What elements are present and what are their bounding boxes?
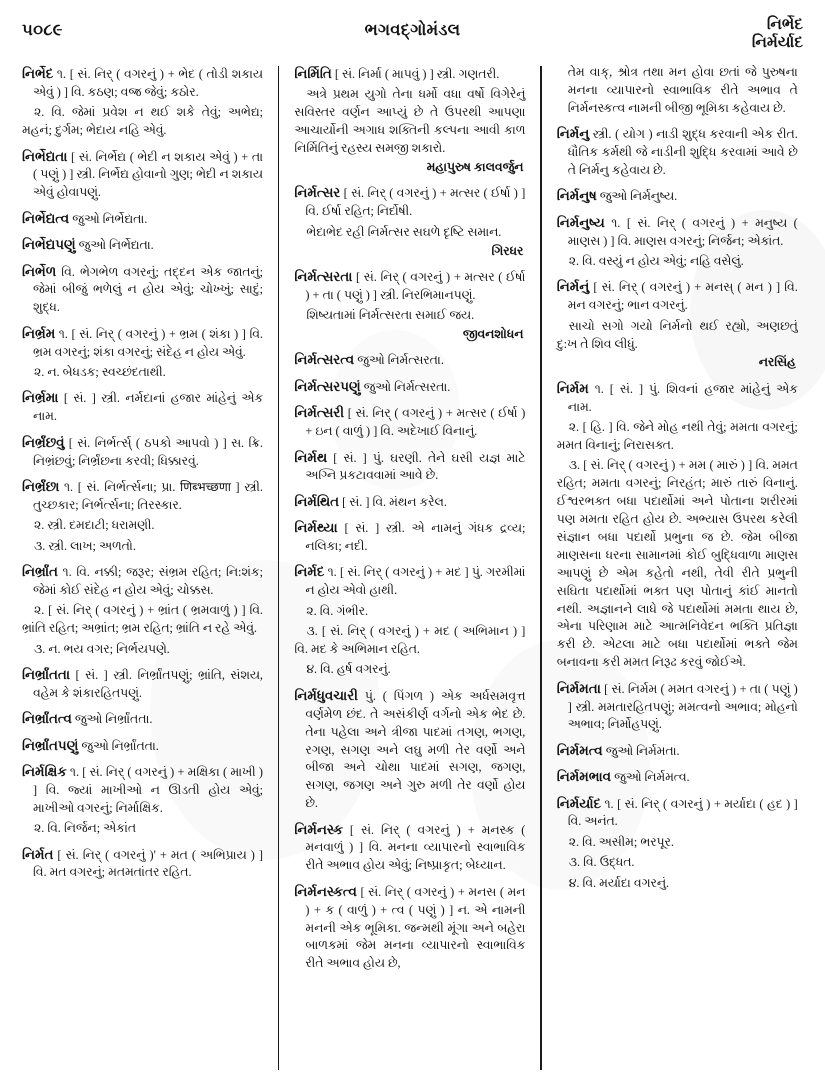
headword: નિર્મત્સરતા [294, 268, 353, 284]
entry-headword-line [557, 679, 798, 735]
entry-headword-line [557, 213, 798, 251]
dictionary-entry [22, 262, 263, 318]
entry-definition: જુઓ નિર્ભેદ્યતા. [69, 211, 148, 226]
dictionary-entry [294, 820, 525, 876]
dictionary-entry [557, 186, 798, 206]
headword: નિર્મનસ્ક [294, 821, 343, 837]
headword: નિર્મથ [294, 449, 328, 465]
dictionary-entry [557, 767, 798, 787]
headword: નિર્મનસ્કત્વ [294, 883, 357, 899]
entry-headword-line [557, 379, 798, 417]
headword: નિર્ભ્રંછવું [22, 434, 65, 450]
entry-definition: જુઓ નિર્ભ્રાંતતા. [78, 738, 159, 753]
entry-sense: ૨. વિ. અસીમ; ભરપૂર. [568, 834, 674, 849]
dictionary-entry [294, 403, 525, 441]
headword: નિર્મમતા [556, 680, 601, 696]
entry-sense: ૩. વિ. ઉદ્ધત. [568, 855, 635, 870]
headword: નિર્મર્યાદ [556, 795, 601, 811]
entry-headword-line [294, 492, 525, 512]
dictionary-entry [557, 213, 798, 271]
entry-definition: [ સં. નિર્ ( વગરનું ) + મત્સર ( ઈર્ષા ) + ઇન ( વાળું ) ] વિ. અદેખાઈ વિનાનું. [305, 406, 526, 439]
entry-headword-line [294, 403, 525, 441]
headword: નિર્ભેળ [22, 263, 57, 279]
headword: નિર્મત્સરપણું [294, 378, 361, 394]
entry-headword-line [22, 147, 263, 203]
entry-definition: ૧. [ સં. ] પું. શિવનાં હજાર માંહેનું એક નામ. [567, 381, 798, 414]
entry-sense: ૨. ન. બેધડક; સ્વચ્છંદતાથી. [34, 364, 166, 379]
headword: નિર્મત્સરી [294, 405, 345, 421]
entry-definition: ૧. [ સં. નિર્ ( વગરનું ) + મદ ] પું. ગરમીમાં ન હોય એવો હાથી. [305, 565, 526, 598]
entry-definition: જુઓ નિર્ભ્રાંતતા. [71, 712, 153, 727]
entry-headword-line [294, 350, 525, 370]
headword: નિર્ભેદ્યત્વ [22, 210, 70, 226]
headword: નિર્મત્સર [294, 185, 341, 201]
book-title: ભગવદ્ગોમંડલ [364, 20, 461, 39]
entry-sense: ૪. વિ. મર્યાદા વગરનું. [568, 875, 670, 890]
entry-headword-line [22, 324, 263, 362]
entry-definition: વિ. ભેગભેળ વગરનું; તદ્દન એક જાતનું; જેમાં બીજું ભળેલું ન હોય એવું; ચોખ્ખું; સાદું; શુદ્ધ. [33, 264, 263, 315]
entry-headword-line [294, 518, 525, 556]
entry-headword-line [294, 882, 525, 973]
entry-headword-line [294, 183, 525, 221]
headword: નિર્ભ્રાંતતા [22, 666, 71, 682]
dictionary-entry [294, 518, 525, 556]
entry-headword-line [22, 477, 263, 515]
entry-headword-line [294, 377, 525, 397]
entry-sense: ૩. [ સં. નિર્ ( વગરનું ) + મદ ( અભિમાન ) ] વિ. મદ કે અભિમાન રહિત. [294, 624, 526, 657]
entry-headword-line [557, 741, 798, 761]
entry-headword-line [22, 562, 263, 600]
dictionary-entry [294, 64, 525, 177]
entry-definition: [ સં. નિર્ ( વગરનું ) + મત્સર ( ઈર્ષા ) + તા ( પણું ) ] સ્ત્રી. નિરભિમાનપણું. [305, 269, 526, 302]
entry-headword-line [294, 64, 525, 84]
quotation-source: નરસિંહ [758, 355, 796, 370]
entry-headword-line [557, 277, 798, 315]
dictionary-entry [22, 562, 263, 658]
entry-headword-line [22, 64, 263, 102]
entry-headword-line [294, 448, 525, 486]
dictionary-entry [22, 665, 263, 703]
page-number: ૫૦૮૯ [22, 20, 63, 39]
dictionary-entry [22, 209, 263, 229]
entry-sense: ૪. વિ. હર્ષ વગરનું. [306, 662, 391, 677]
headword: નિર્મમત્વ [556, 742, 603, 758]
headword: નિર્મક્ષિક [22, 764, 67, 779]
headword: નિર્ભ્રમા [22, 390, 59, 406]
dictionary-entry [22, 709, 263, 729]
headword: નિર્મનું [556, 279, 590, 295]
dictionary-entry [22, 64, 263, 140]
entry-headword-line [294, 820, 525, 876]
entry-sense: ૨. સ્ત્રી. દમદાટી; ધરામણી. [34, 518, 155, 533]
entry-sense: ૨. [ હિ. ] વિ. જેને મોહ નથી તેવું; મમતા વગરનું; મમત વિનાનું; નિરાસક્ત. [556, 420, 798, 453]
entry-headword-line [22, 388, 263, 426]
entry-definition: ૧. [ સં. નિર્ ( વગરનું ) + ભ્રમ ( શંકા ) ] વિ. ભ્રમ વગરનું; શંકા વગરનું; સંદેહ ન હોય એવું. [33, 326, 263, 359]
entry-definition: ૧. [ સં. નિર્ ( વગરનું ) + મનુષ્ય ( માણસ ) ] વિ. માણસ વગરનું; નિર્જન; એકાંત. [567, 215, 798, 248]
headword: નિર્મદ [294, 564, 325, 580]
quotation-source: ગિરધર [491, 243, 524, 258]
entry-definition: સ્ત્રી. ( યોગ ) નાડી શુદ્ધ કરવાની એક રીત. ધૌતિક કર્મથી જે નાડીની શુદ્ધિ કરવામાં આવે છે તે નિર્મનુ કહેવાય છે. [567, 127, 798, 177]
entry-definition: જુઓ નિર્મત્સરતા. [354, 353, 444, 368]
entry-sense: ૨. વિ. જેમાં પ્રવેશ ન થઈ શકે તેવું; અભેદ્ય; મહનં; દુર્ગમ; ભેદાય નહિ એવું. [22, 105, 263, 138]
entry-definition: ૧. [ સં. નિર્ ( વગરનું ) + ભેદ ( તોડી શકાય એવું ) ] વિ. કઠણ; વજ્ર જેવું; કઠોર. [33, 67, 263, 99]
headword: નિર્મત [22, 846, 54, 862]
entry-headword-line [22, 433, 263, 471]
entry-headword-line [294, 562, 525, 600]
headword: નિર્ભેદ્યતા [22, 148, 68, 164]
entry-definition: [ સં. ] સ્ત્રી. નર્મદાનાં હજાર માંહેનું એક નામ. [33, 391, 263, 424]
dictionary-entry [557, 679, 798, 735]
entry-definition: જુઓ નિર્મમત્વ. [611, 770, 690, 785]
column-container [22, 64, 803, 1076]
dictionary-entry [294, 267, 525, 344]
entry-quotation: શિષ્યતામાં નિર્મત્સરતા સમાઈ જય. [306, 308, 475, 323]
headword: નિર્મધુવચારી [294, 687, 358, 703]
guide-word-last: નિર્મર્યાદ [751, 34, 803, 52]
entry-sense: ૩. સ્ત્રી. લાખ; અળતો. [34, 538, 136, 553]
running-head [22, 16, 803, 62]
entry-quotation: સાચો સગો ગયો નિર્મનો થઈ રહ્યો, અણછતું દુ:ખ તે શિવ લીધું. [556, 318, 798, 351]
entry-definition: [ સં. નિર્ ( વગરનું ) + મનસ ( મન ) + ક ( વાળું ) + ત્વ ( પણું ) ] ન. એ નામની મનની એક ભૂમિકા. જન્મથી મૂંગા અને બહેરા બાળકમાં જેમ મનના વ્યાપારનો સ્વાભાવિક રીતે અભાવ હોય છે, [305, 884, 526, 971]
headword: નિર્ભ્રંછા [22, 478, 60, 494]
dictionary-entry [294, 448, 525, 486]
dictionary-entry [22, 147, 263, 203]
entry-headword-line [22, 262, 263, 318]
entry-definition: ૧. [ સં. નિર્ભર્ત્સના; પ્રા. णिब्भच्छणा ] સ્ત્રી. તુચ્છકાર; નિર્ભર્ત્સના; તિરસ્કાર. [33, 479, 263, 512]
entry-definition: [ સં. નિર્ ( વગરનું ) + મનસ્ક ( મનવાળું ) ] વિ. મનના વ્યાપારનો સ્વાભાવિક રીતે અભાવ હોય એવું; નિષ્પ્રાકૃત; બેધ્યાન. [305, 822, 526, 873]
entry-headword-line [557, 794, 798, 832]
entry-sense: ૨. વિ. વસ્યું ન હોય એવું; નહિ વસેલું. [568, 254, 744, 269]
dictionary-entry [557, 379, 798, 672]
entry-definition: જુઓ નિર્ભેદ્યતા. [75, 238, 154, 253]
dictionary-entry [557, 794, 798, 893]
dictionary-column-3 [547, 64, 798, 1076]
headword: નિર્મનુષ્ય [556, 214, 605, 230]
dictionary-entry [22, 845, 263, 883]
entry-definition: [ સં. ] સ્ત્રી. નિર્ભ્રાંતપણું; ભ્રાંતિ, સંશય, વહેમ કે શંકારહિતપણું. [33, 667, 263, 700]
entry-headword-line [22, 665, 263, 703]
dictionary-entry [22, 477, 263, 556]
entry-definition: ૧. [ સં. નિર્ ( વગરનું ) + મર્યાદા ( હદ ) ] વિ. અનંત. [567, 796, 798, 829]
entry-sense: ૨. [ સં. નિર્ ( વગરનું ) + ભ્રાંત ( ભ્રમવાળું ) ] વિ. ભ્રાંતિ રહિત; અભ્રાંત; ભ્રમ રહિત; ભ્રાંતિ ન રહે એવું. [22, 603, 263, 636]
entry-headword-line [294, 267, 525, 305]
column-rule-1 [278, 66, 279, 1070]
dictionary-entry [294, 377, 525, 397]
entry-definition: [ સં. નિર્ભર્ત્સ્ ( ઠપકો આપવો ) ] સ. ક્રિ. નિભ્રંછવું; નિર્ભ્રંછના કરવી; ધિક્કારવું. [33, 435, 263, 468]
headword: નિર્મથ્યા [294, 520, 338, 536]
dictionary-entry [557, 277, 798, 372]
headword: નિર્ભેદ [22, 66, 54, 81]
dictionary-entry [294, 492, 525, 512]
entry-headword-line [22, 845, 263, 883]
headword: નિર્મમ [556, 380, 589, 396]
headword: નિર્ભેદ્યપણું [22, 237, 76, 253]
headword: નિર્મિતિ [294, 66, 332, 81]
entry-definition: [ સં. ] સ્ત્રી. એ નામનું ગંધક દ્રવ્ય; નલિકા; નદી. [305, 521, 526, 554]
entry-definition: [ સં. નિર્મા ( માપવું ) ] સ્ત્રી. ગણતરી. [331, 67, 500, 81]
headword: નિર્ભ્રાંતત્વ [22, 711, 72, 727]
headword: નિર્મથિત [294, 493, 340, 509]
entry-headword-line [22, 235, 263, 255]
quotation-source: મહાપુરુષ કાલવર્જુન [426, 159, 524, 174]
entry-definition: [ સં. ] પું. ઘરણી. તેને ઘસી યજ્ઞ માટે અગ્નિ પ્રકટાવવામાં આવે છે. [305, 450, 526, 483]
headword: નિર્ભ્રમ [22, 325, 56, 341]
headword: નિર્ભ્રાંતપણું [22, 737, 79, 753]
entry-quotation: અત્રે પ્રથમ યુગો તેના ધર્મો વધા વર્ષો વિગેરેનું સવિસ્તર વર્ણન આપ્યું છે તે ઉપરથી આપણા આચાર્યોની અગાધ શક્તિની કલ્પના આવી કાળ નિર્મિતિનું રહસ્ય સમજી શકારો. [294, 87, 526, 156]
entry-headword-line [557, 767, 798, 787]
entry-definition: ૧. [ સં. નિર્ ( વગરનું ) + મક્ષિકા ( માખી ) ] વિ. જ્યાં માખીઓ ન ઊડતી હોય એવું; માખીઓ વગરનું; નિર્માક્ષિક. [33, 765, 263, 815]
headword: નિર્મનુષ [556, 188, 597, 204]
entry-definition: [ સં. નિર્ ( વગરનું )' + મત ( અભિપ્રાય ) ] વિ. મત વગરનું; મતમતાંતર રહિત. [33, 847, 263, 880]
dictionary-entry [557, 64, 798, 118]
entry-quotation: ભેદાભેદ રહી નિર્મત્સર સઘળે દૃષ્ટિ સમાન. [306, 224, 502, 239]
dictionary-entry [22, 235, 263, 255]
dictionary-entry [294, 882, 525, 973]
entry-definition: ૧. વિ. નક્કી; જરૂર; સંભ્રમ રહિત; નિ:શંક; જેમાં કોઈ સંદેહ ન હોય એવું; ચોક્કસ. [33, 564, 263, 597]
entry-definition: જુઓ નિર્મમતા. [602, 743, 680, 758]
entry-headword-line [294, 686, 525, 813]
guide-word-first: નિર્ભેદ [766, 16, 803, 33]
guide-words [683, 16, 803, 53]
entry-headword-line [22, 209, 263, 229]
dictionary-entry [294, 686, 525, 813]
entry-headword-line [557, 124, 798, 180]
dictionary-entry [294, 183, 525, 260]
entry-sense: ૨. વિ. ગંભીર. [306, 603, 369, 618]
dictionary-entry [22, 324, 263, 382]
entry-definition: [ સં. ] વિ. મંથન કરેલ. [339, 494, 447, 509]
quotation-source: જીવનશોધન [462, 327, 524, 342]
dictionary-entry [557, 124, 798, 180]
dictionary-entry [294, 562, 525, 679]
headword: નિર્મત્સરત્વ [294, 352, 355, 368]
entry-definition: [ સં. નિર્મમ ( મમત વગરનું ) + તા ( પણું ) ] સ્ત્રી. મમતારહિતપણું; મમત્વનો અભાવ; મોહનો અભાવ; નિર્મોહપણું. [567, 681, 798, 732]
entry-headword-line [557, 186, 798, 206]
headword: નિર્મનુ [556, 126, 590, 142]
column-rule-2 [540, 66, 541, 1070]
dictionary-column-2 [284, 64, 535, 1076]
entry-definition: જુઓ નિર્મનુષ્ય. [596, 189, 678, 204]
entry-definition: તેમ વાક્, શ્રોત્ર તથા મન હોવા છતાં જે પુરુષના મનના વ્યાપારનો સ્વાભાવિક રીતે અભાવ તે નિર્મનસ્કત્વ નામની બીજી ભૂમિકા કહેવાય છે. [567, 65, 798, 115]
entry-sense: ૩. ન. ભય વગર; નિર્ભયપણે. [34, 641, 170, 656]
dictionary-entry [294, 350, 525, 370]
dictionary-entry [557, 741, 798, 761]
entry-headword-line [557, 64, 798, 118]
dictionary-entry [22, 762, 263, 838]
dictionary-entry [22, 736, 263, 756]
entry-definition: [ સં. નિર્ ( વગરનું ) + મત્સર ( ઈર્ષા ) ] વિ. ઈર્ષા રહિત; નિર્દોષી. [305, 186, 526, 219]
entry-sense: ૨. વિ. નિર્જન; એકાંત [34, 821, 137, 836]
entry-headword-line [22, 709, 263, 729]
entry-definition: [ સં. નિર્ ( વગરનું ) + મનસ્ ( મન ) ] વિ. મન વગરનું; ભાન વગરનું. [567, 280, 798, 313]
entry-definition: જુઓ નિર્મત્સરતા. [360, 379, 451, 394]
entry-definition: [ સં. નિર્ભેદ્ય ( ભેદી ન શકાય એવું ) + તા ( પણું ) ] સ્ત્રી. નિર્ભેદ્ય હોવાનો ગુણ; ભેદી ન શકાય એવું હોવાપણું. [33, 149, 263, 200]
dictionary-entry [22, 433, 263, 471]
entry-headword-line [22, 736, 263, 756]
entry-sense: ૩. [ સં. નિર્ ( વગરનું ) + મમ ( મારું ) ] વિ. મમત રહિત; મમતા વગરનું; નિરહંત; મારું તારું વિનાનું. ઈશ્વરભક્ત બધા પદાર્થોમાં અને પોતાના શરીરમાં પણ મમતા રહિત હોય છે. અભ્યાસ ઉપરથ કરેલી સંજ્ઞાન બધા પદાર્થો પ્રભુના જ છે. જેમ બીજા માણસના ધરના સામાનમાં કોઈ બુદ્ધિવાળા માણસ આપણું છે એમ કહેતો નથી, તેવી રીતે પ્રભુની સઘિતા પદાર્થોમાં ભક્ત પણ પોતાનું કાંઈ માનતો નથી. અજ્ઞાનને લાધે જે પદાર્થોમાં મમતા થાય છે, એના પરિણામ માટે આત્મનિવેદન ભક્તિ પ્રતિજ્ઞા કરી છે. એટલા માટે બધા પદાર્થોમાં ભક્તે જેમ બનાવના કરી મમત નિરૂઢ કરવું જોઈએ. [556, 458, 798, 670]
dictionary-entry [22, 388, 263, 426]
headword: નિર્મમભાવ [556, 769, 612, 785]
entry-headword-line [22, 762, 263, 818]
dictionary-column-1 [22, 64, 273, 1076]
entry-definition: પું. ( પિંગળ ) એક અર્ધસમવૃત્ત વર્ણમેળ છંદ. તે અસંકીર્ણ વર્ગનો એક ભેદ છે. તેના પહેલા અને ત્રીજા પાદમાં તગણ, ભગણ, રગણ, સગણ અને લઘુ મળી તેર વર્ણો અને બીજા અને ચોથા પાદમાં સગણ, જગણ, સગણ, જગણ અને ગુરુ મળી તેર વર્ણો હોય છે. [305, 688, 526, 811]
headword: નિર્ભ્રાંત [22, 563, 58, 579]
